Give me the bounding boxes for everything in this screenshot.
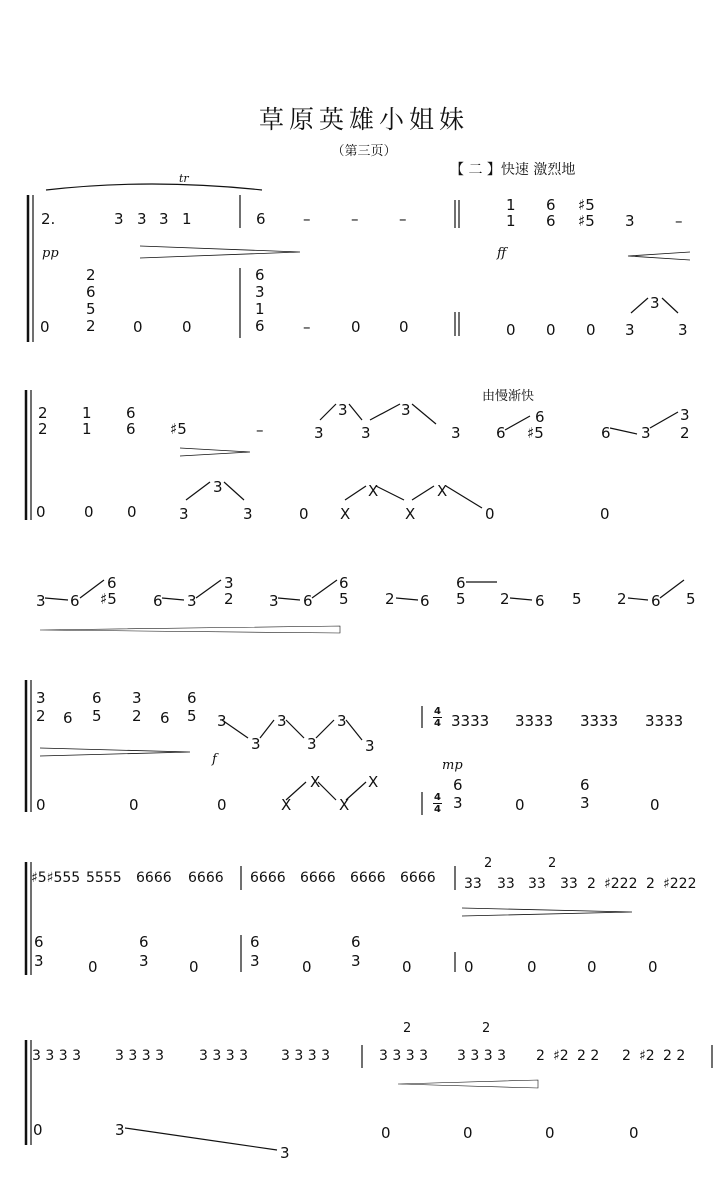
- rest: 0: [545, 1124, 555, 1142]
- note-group: 6666: [300, 870, 336, 886]
- rest: 0: [127, 503, 137, 521]
- rest: 0: [217, 796, 227, 814]
- section-label: 【 二 】快速 激烈地: [450, 162, 576, 178]
- note: 3: [314, 424, 324, 442]
- note-group: 3 3 3 3: [32, 1048, 81, 1064]
- note-group: 6666: [188, 870, 224, 886]
- note: 3: [365, 737, 375, 755]
- note: 3: [580, 794, 590, 812]
- note-group: 6666: [400, 870, 436, 886]
- rest: 0: [399, 318, 409, 336]
- rest: 0: [351, 318, 361, 336]
- note: 6: [420, 592, 430, 610]
- note: 6: [34, 933, 44, 951]
- note: 3: [338, 401, 348, 419]
- note-group: 6666: [250, 870, 286, 886]
- note: 3: [680, 406, 690, 424]
- note: 6: [250, 933, 260, 951]
- note: 6: [651, 592, 661, 610]
- note: 3: [641, 424, 651, 442]
- rest: 0: [485, 505, 495, 523]
- rest: 0: [182, 318, 192, 336]
- note: 5: [456, 590, 466, 608]
- time-signature-upper: 4 4: [434, 706, 441, 729]
- note-group: ♯5♯555: [31, 870, 81, 886]
- note-group: 3 3 3 3: [379, 1048, 428, 1064]
- rest: 0: [648, 958, 658, 976]
- note-group: 3 3 3 3: [115, 1048, 164, 1064]
- dash: –: [303, 318, 311, 336]
- note: 5: [187, 707, 197, 725]
- note-group: 3 3 3 3: [457, 1048, 506, 1064]
- rest: 0: [133, 318, 143, 336]
- note: 3: [307, 735, 317, 753]
- rest: 0: [33, 1121, 43, 1139]
- rest: 0: [506, 321, 516, 339]
- note: 3: [401, 401, 411, 419]
- dynamic-pp: pp: [42, 246, 59, 261]
- note: 3: [678, 321, 688, 339]
- x-note: X: [339, 796, 350, 814]
- note: 3: [351, 952, 361, 970]
- x-note: X: [437, 482, 448, 500]
- note-group: 2 2: [663, 1048, 686, 1064]
- rest: 0: [84, 503, 94, 521]
- note-group: 33: [497, 876, 515, 892]
- note: 5: [339, 590, 349, 608]
- chord-note: 1: [255, 300, 265, 318]
- note: 6: [546, 212, 556, 230]
- note: 3: [269, 592, 279, 610]
- note-group: 3 3 3 3: [199, 1048, 248, 1064]
- note: 2: [617, 590, 627, 608]
- note: 5: [686, 590, 696, 608]
- note: 3: [179, 505, 189, 523]
- note: ♯5: [100, 590, 117, 608]
- note: 6: [63, 709, 73, 727]
- note: 3: [361, 424, 371, 442]
- note: 3: [137, 210, 147, 228]
- note: 2: [622, 1048, 631, 1064]
- note: 2.: [41, 210, 56, 228]
- note: 2: [38, 420, 48, 438]
- note: 6: [303, 592, 313, 610]
- grace-note: 2: [403, 1021, 412, 1036]
- note: 6: [70, 592, 80, 610]
- note: 3: [625, 321, 635, 339]
- rest: 0: [40, 318, 50, 336]
- note: 3: [453, 794, 463, 812]
- chord-note: 6: [255, 266, 265, 284]
- note: 3: [277, 712, 287, 730]
- note: 5: [92, 707, 102, 725]
- note-group: 3333: [451, 712, 490, 730]
- note: 6: [139, 933, 149, 951]
- note: 6: [351, 933, 361, 951]
- note: ♯2: [639, 1048, 655, 1064]
- dynamic-f: f: [212, 752, 217, 767]
- note: 1: [506, 196, 516, 214]
- dash: –: [303, 210, 311, 228]
- note: 3: [115, 1121, 125, 1139]
- note: ♯5: [527, 424, 544, 442]
- note: 6: [126, 404, 136, 422]
- note: 3: [337, 712, 347, 730]
- note: 3: [451, 424, 461, 442]
- note: 3: [34, 952, 44, 970]
- note: 3: [250, 952, 260, 970]
- note-group: 33: [560, 876, 578, 892]
- dash: –: [399, 210, 407, 228]
- note: 3: [36, 689, 46, 707]
- dash: –: [256, 421, 264, 439]
- rest: 0: [650, 796, 660, 814]
- note: ♯5: [170, 420, 187, 438]
- note: 3: [36, 592, 46, 610]
- x-note: X: [281, 796, 292, 814]
- note: 2: [587, 876, 596, 892]
- chord-note: 5: [86, 300, 96, 318]
- note: 2: [132, 707, 142, 725]
- grace-note: 2: [484, 856, 493, 871]
- rest: 0: [189, 958, 199, 976]
- chord-note: 6: [255, 317, 265, 335]
- note-group: 3333: [645, 712, 684, 730]
- page-subtitle: （第三页）: [331, 144, 397, 159]
- note: 6: [456, 574, 466, 592]
- rest: 0: [302, 958, 312, 976]
- note: 3: [217, 712, 227, 730]
- note: ♯5: [578, 196, 595, 214]
- note: 2: [536, 1048, 545, 1064]
- note: 6: [107, 574, 117, 592]
- note: ♯5: [578, 212, 595, 230]
- note: 2: [500, 590, 510, 608]
- note: 3: [187, 592, 197, 610]
- note-group: 6666: [350, 870, 386, 886]
- note-group: 6666: [136, 870, 172, 886]
- rest: 0: [402, 958, 412, 976]
- rest: 0: [36, 503, 46, 521]
- rest: 0: [463, 1124, 473, 1142]
- chord-note: 6: [86, 283, 96, 301]
- x-note: X: [368, 773, 379, 791]
- time-signature-lower: 4 4: [434, 792, 441, 815]
- note: 3: [243, 505, 253, 523]
- rest: 0: [464, 958, 474, 976]
- dash: –: [351, 210, 359, 228]
- note-group: 3333: [580, 712, 619, 730]
- note: 6: [187, 689, 197, 707]
- rest: 0: [381, 1124, 391, 1142]
- note: 3: [280, 1144, 290, 1162]
- note: 6: [92, 689, 102, 707]
- note-group: 5555: [86, 870, 122, 886]
- note: 3: [650, 294, 660, 312]
- note: 2: [38, 404, 48, 422]
- note-group: ♯222: [663, 876, 697, 892]
- note-group: 33: [528, 876, 546, 892]
- note-group: ♯222: [604, 876, 638, 892]
- page-title: 草原英雄小姐妹: [258, 105, 469, 134]
- note: 3: [625, 212, 635, 230]
- note: 6: [601, 424, 611, 442]
- rest: 0: [600, 505, 610, 523]
- chord-note: 2: [86, 317, 96, 335]
- grace-note: 2: [548, 856, 557, 871]
- note: 3: [159, 210, 169, 228]
- note: 6: [535, 408, 545, 426]
- note: 2: [680, 424, 690, 442]
- note: 1: [506, 212, 516, 230]
- rest: 0: [546, 321, 556, 339]
- note: 6: [339, 574, 349, 592]
- note: 6: [580, 776, 590, 794]
- note-group: 2 2: [577, 1048, 600, 1064]
- note: 6: [546, 196, 556, 214]
- note: ♯2: [553, 1048, 569, 1064]
- chord-note: 3: [255, 283, 265, 301]
- note: 3: [139, 952, 149, 970]
- note: 6: [535, 592, 545, 610]
- rest: 0: [629, 1124, 639, 1142]
- dynamic-mp: mp: [442, 758, 463, 773]
- note: 3: [251, 735, 261, 753]
- chord-note: 2: [86, 266, 96, 284]
- dash: –: [675, 212, 683, 230]
- trill-mark: tr: [179, 172, 189, 185]
- note: 6: [126, 420, 136, 438]
- x-note: X: [368, 482, 379, 500]
- note: 3: [132, 689, 142, 707]
- note: 6: [453, 776, 463, 794]
- rest: 0: [527, 958, 537, 976]
- tempo-change-label: 由慢渐快: [482, 389, 535, 404]
- rest: 0: [36, 796, 46, 814]
- rest: 0: [88, 958, 98, 976]
- note: 6: [160, 709, 170, 727]
- rest: 0: [587, 958, 597, 976]
- rest: 0: [129, 796, 139, 814]
- grace-note: 2: [482, 1021, 491, 1036]
- note-group: 3 3 3 3: [281, 1048, 330, 1064]
- note: 6: [496, 424, 506, 442]
- note-group: 33: [464, 876, 482, 892]
- dynamic-ff: ff: [497, 246, 507, 261]
- note: 2: [646, 876, 655, 892]
- note: 3: [114, 210, 124, 228]
- note: 3: [224, 574, 234, 592]
- note: 2: [224, 590, 234, 608]
- x-note: X: [405, 505, 416, 523]
- x-note: X: [340, 505, 351, 523]
- note: 6: [256, 210, 266, 228]
- note: 1: [82, 420, 92, 438]
- rest: 0: [586, 321, 596, 339]
- note: 2: [36, 707, 46, 725]
- note: 2: [385, 590, 395, 608]
- note-group: 3333: [515, 712, 554, 730]
- rest: 0: [299, 505, 309, 523]
- rest: 0: [515, 796, 525, 814]
- note: 3: [213, 478, 223, 496]
- note: 1: [182, 210, 192, 228]
- note: 1: [82, 404, 92, 422]
- note: 6: [153, 592, 163, 610]
- note: 5: [572, 590, 582, 608]
- x-note: X: [310, 773, 321, 791]
